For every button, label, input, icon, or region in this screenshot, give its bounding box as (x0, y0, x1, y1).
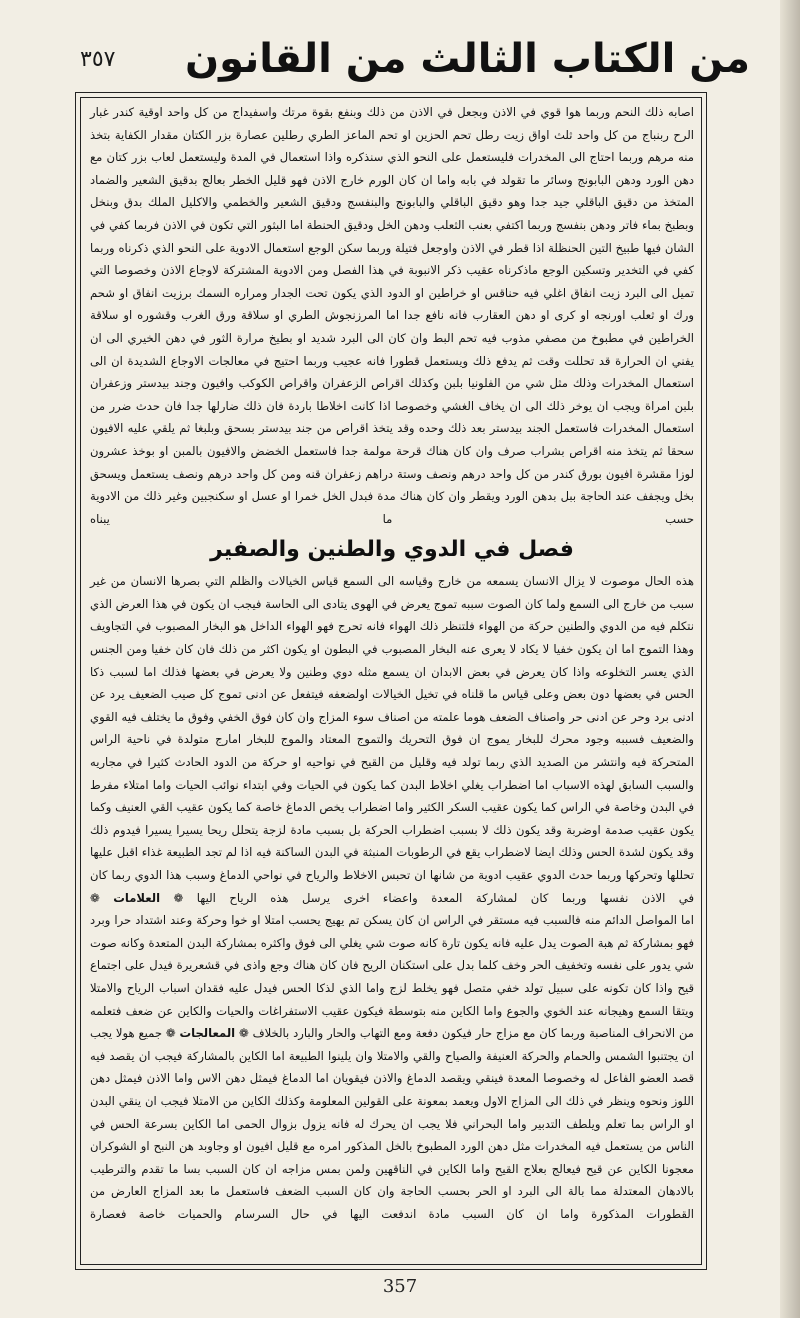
section-heading: فصل في الدوي والطنين والصفير (210, 537, 574, 563)
section-2-paragraph-2-text: اما المواصل الدائم منه فالسبب فيه مستقر في الراس ان كان يسكن تم يهيج يحسب امتلا او خوا وحركة وعند اشتداد حرا وبرد فهو بمشاركة ثم هبة الصوت يدل عليه فانه يكون تارة كانه صوت شي يغلي الى فوق واكثره بمشاركة البدن المتعدة وكانه صوت شي يدور على نفسه وتخفيف الحر وخف كلما بدل على استكنان الريح فان كان هناك وجع واذى في قشعريرة فيدل على اجتماع قيح واذا كان تكونه على سبيل تولد خفي متصل فهو يخلط لزج واما الذي لذكا الحس فيدل عليه فقدان اسباب الرياح والامتلا ويتقا السمع وهيجانه عند الخوي والجوع واما الكاين منه بتوسطة فيكون عقيب الاستفراغات والحيات والكاين عن ضعف فتعلمه من الانحراف المناصبة وربما كان مع مزاج حار فيكون دفعة ومع التهاب والحار والبارد بالخلاف (90, 913, 695, 1041)
section-2-paragraph-1-text: هذه الحال موصوت لا يزال الانسان يسمعه من خارج وقياسه الى السمع قياس الخيالات والظلم التي بصرها الانسان من غير سبب من خارج الى السمع ولما كان الصوت سببه تموج يعرض في الهوى يتادى الى الحاسة فيجب ان يكون في هذا العرض الذي نتكلم فيه من الدوي والطنين حركة من الهواء فلتنظر ذلك الهواء فانه تحرج فهو الهواء الداخل هو البخار المصبوب في التجاويف وهذا التموج اما ان يكون خفيا لا يكاد لا يعرى عنه البخار المصبوب في البطون او يكون اكثر من ذلك فان كان خفيا ومن الجنس الذي يعسر التخلوعه واذا كان يعرض في بعض الابدان ان يسمع مثله دوي وطنين ولا يعرض في بعضها فذلك اما لسبب ذكا الحس في بعضها دون بعض وعلى قياس ما قلناه في تخيل الخيالات اولضعفه فيتفعل عن ادنى تموج كل صيب الضعيف يرد عن ادنى برد وحر عن ادنى حر واصناف الضعف هوما علمته من اصناف سوء المزاج وان كان فوق الخفي وفوق ما يختلف فيه القوي والضعيف فسببه وجود محرك للبخار يموج ان فوق التحريك والتموج المعتاد والموج للبخار امارج متولدة في ناحية الراس المتحركة فيه وانتشر من الصديد الذي ربما تولد فيه وقليل من القيح في نواحيه او حركة من الدود الحادث كثيرا في مجاريه والسبب السابق لهذه الاسباب اما اضطراب يغلي اخلاط البدن كما يكون في الحيات وفي ابتداء نوائب الحيات واما امتلاء مفرط في البدن وخاصة في الراس كما يكون عقيب السكر الكثير واما اضطراب يخص الدماغ خاصة كما يكون عقيب القي العنيف وكما يكون عقيب صدمة اوضربة وقد يكون ذلك لا بسبب اضطراب الحركة بل بسبب مادة لزجة يتحلل ريحا يسيرا يسيرا فيدوم ذلك وقد يكون لشدة الحس وذلك ايضا لاضطراب يقع في الرطوبات المنبثة في البدن الساكنة فيه اذا لم تجد الطبيعة غذاء اقبل عليها تحللها وتحركها وربما حدث الدوي عقيب ادوية من شانها ان تحبس الاخلاط والرياح في نواحي الدماغ وسبب هذا الدوي ربما كان في الاذن نفسها وربما كان لمشاركة المعدة واعضاء اخرى يرسل هذه الرياح اليها (90, 574, 694, 905)
treatments-label: المعالجات (179, 1026, 236, 1041)
section-2-paragraph-1 (90, 570, 694, 909)
text-block (90, 101, 694, 1226)
running-head (60, 20, 760, 82)
signs-label: العلامات (113, 890, 161, 905)
flower-ornament-icon: ❁ (239, 1026, 249, 1041)
section-2-paragraph-2 (90, 909, 694, 1225)
running-title: من الكتاب الثالث من القانون (185, 36, 750, 82)
text-frame (75, 92, 707, 1270)
footer-page-number: 357 (382, 1276, 418, 1297)
flower-ornament-icon: ❁ (90, 890, 100, 905)
flower-ornament-icon: ❁ (173, 890, 184, 905)
section-2-paragraph-3-text: جميع هولا يجب ان يجتنبوا الشمس والحمام والحركة العنيفة والصياح والقي والامتلا وان يلينوا الطبيعة اما الكاين بالمشاركة فيجب ان يقصد فيه قصد العضو الفاعل له وخصوصا المعدة فينقي ويقصد الدماغ والاذن فيقويان اما الدماغ فيمثل دهن الاس واما الاذن فيمثل دهن اللوز ونحوه وينظر في ذلك الى المزاج الاول ويعمد بمعونة على القولين المعلومة وكذلك الكاين من الامتلا فيجب ان ينقي البدن او الراس بما تعلم ويلطف التدبير واما البحراني فلا يجب ان يحرك له فانه يزول بزوال الحمى اما الكاين بسرعة الحس في الناس من يستعمل فيه المخدرات مثل دهن الورد المطبوخ بالخل المذكور امره مع قليل افيون او وجاوبد هن النبح او الشوكران معجونا الكاين عن قيح فيعالج بعلاج القيح واما الكاين في الناقهين ولمن بمس مزاجه ان كان السبب بسا ما تقدم والترطيب بالادهان المعتدلة مما بالة الى البرد او الحر بحسب الحاجة وان كان السبب الضعف فاستعمل ما بعد المزاج العارض من القطورات المذكورة واما ان كان السبب مادة اندفعت اليها في حال السرسام والحميات خاصة فعصارة (90, 1026, 694, 1221)
section-1-paragraph: اصابه ذلك النحم وربما هوا قوي في الاذن وبجعل في الاذن من ذلك وبنفع بقوة مرتك واسفيداج من كل واحد اوقية كندر غبار الرح ربنباج من كل واحد ثلث اواق زيت رطل تحم الحزين او تحم الماعز الطري رطلين عصارة بزر الكتان مقدار الكفاية بتخذ منه مرهم وربما احتاج الى المخدرات فليستعمل على النحو الذي سنذكره واذا استعمال في المدة وليستعمل لعاب بزر كتان مع دهن الورد ودهن البابونج وسائر ما تقولد في بابه واما ان كان الورم خارج الاذن فهو قليل الخطر بعالج بدقيق الشعير والضماد المتخذ من دقيق الباقلي جيد جدا وهو دقيق الباقلي والبابونج والبنفسج ودقيق الشعير والخطمي والاكليل الملك بدق وبنخل وبطبخ بماء فاتر ودهن بنفسج وربما اكتفي بعنب الثعلب ودهن الخل ودقيق الحنطة اما البثور التي تكون في الاذن فربما كفي في الشان فيها طبيخ التين الحنظلة اذا قطر في الاذن واوجعل فتيلة وربما سكن الوجع استعمال الادوية على النحو الذي ذكرناه وربما كفي في التخدير وتسكين الوجع ماذكرناه عقيب ذكر الانبوبة في هذا الفصل ومن الادوية المشتركة لاوجاع الاذن وخصوصا التي تميل الى البرد زيت انفاق اغلي فيه حناقس او خراطين او الدود الذي يكون تحت الجدار ومراره السمك برزيت انفاق او شحم ورك او ثعلب اورنجه او كرى او دهن العقارب فانه نافع جدا اما المرزنجوش الطري او سلاقة ورق الغرب وقشوره او سلاقة الخراطين في مطبوخ من مصفي مذوب فيه تحم البط وان كان الى البرد شديد او بطيخ مرارة الثور في دهن الخيري الى ان يفني ان الحرارة قد تحللت وقت ثم يدفع ذلك ويستعمل قطورا فانه عجيب وربما احتيج في معالجات الاوجاع الشديدة ان الى استعمال المخدرات وذلك مثل شي من الفلونيا بلبن وكذلك اقراص الزعفران واقراص الكوكب وافيون وجند بيدستر وزعفران بلبن امراة ويجب ان يوخر ذلك الى ان يخاف الغشي وخصوصا اذا كانت اخلاطا باردة فان ذلك ضارلها جدا فان حدث ضرر من استعمال المخدرات فاستعمل الجند بيدستر بعد ذلك وحده وقد يتخذ اقراص من جند بيدستر بسحق وبلبغا ثم يلقي عليه الافيون سحقا ثم يتخذ منه اقراص بشراب صرف وان كان هناك قرحة مولمة جدا فاستعمل الخضض والافيون بالمبن او بوخذ عشرون لوزا مقشرة افيون بورق كندر من كل واحد درهم ونصف وستة دراهم زعفران قنه ومن كل واحد درهم ونصف يستعمل ويسحق بخل ويجفف عند الحاجة ببل بدهن الورد ويقطر وان كان هناك مدة فبدل الخل خمرا او عسل او سكنجبين وغير ذلك من الادوية حسب ما يبناه (90, 105, 694, 526)
page-number-arabic: ٣٥٧ (80, 47, 116, 72)
flower-ornament-icon: ❁ (165, 1026, 176, 1041)
book-spine-shadow (780, 0, 800, 1318)
